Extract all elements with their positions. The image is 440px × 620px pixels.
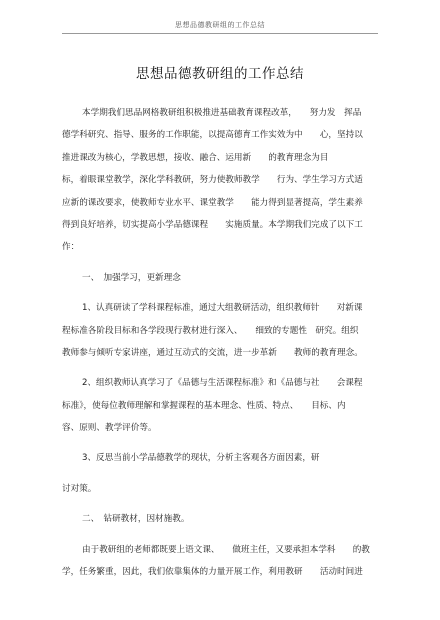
text-line: 应新的课改要求，使教师专业水平、课堂教学 能力得到显著提高，学生素养	[62, 197, 363, 208]
spacer	[62, 439, 380, 447]
body-text	[62, 102, 380, 583]
text-line: 3、反思当前小学品德教学的现状，分析主客观各方面因素，研	[82, 453, 320, 464]
text-line: 讨对策。	[62, 483, 97, 494]
text-line: 2、组织教师认真学习了《品德与生活课程标准》和《品德与社 会课程	[82, 378, 363, 389]
spacer	[62, 364, 380, 372]
header-rule	[62, 33, 378, 34]
spacer	[62, 470, 380, 478]
spacer	[62, 531, 380, 539]
text-line: 推进课改为核心，学教思想，接收、融合、运用新 的教育理念为目	[62, 152, 329, 163]
text-line: 标准》，使每位教师理解和掌握课程的基本理念、性质、特点、 目标、内	[62, 400, 346, 411]
text-line: 本学期我们思品网格教研组积极推进基础教育课程改革， 努力发 挥品	[82, 108, 362, 118]
text-line: 标，着眼课堂教学，深化学科教研，努力使教师教学 行为、学生学习方式适	[62, 175, 363, 186]
spacer	[62, 500, 380, 508]
text-line: 作：	[62, 242, 80, 253]
text-line: 教师参与倾听专家讲座，通过互动式的交流，进一步革新 教师的教育理念。	[62, 347, 363, 358]
text-line: 1、认真研读了学科课程标准，通过大组教研活动，组织教师针 对新课	[82, 303, 363, 314]
text-line: 程标准各阶段目标和各学段现行教材进行深入、 细致的专题性 研究。组织	[62, 325, 359, 336]
document-title: 思想品德教研组的工作总结	[136, 66, 304, 82]
text-line: 得到良好培养，切实提高小学品德课程 实施质量。本学期我们完成了以下工	[62, 219, 363, 230]
text-line: 德学科研究、指导、服务的工作职能，以提高德育工作实效为中 心，坚持以	[62, 130, 363, 141]
spacer	[62, 289, 380, 297]
section-heading: 一、 加强学习，更新理念	[82, 272, 181, 283]
section-heading: 二、 钻研教材，因材施教。	[82, 514, 190, 525]
text-line: 由于教研组的老师都既要上语文课、 做班主任，又要承担本学科 的教	[82, 544, 370, 555]
text-line: 学，任务繁重，因此，我们依靠集体的力量开展工作，利用教研 活动时间进	[62, 567, 363, 578]
spacer	[62, 259, 380, 267]
text-line: 容、原则、教学评价等。	[62, 423, 157, 434]
running-header: 思想品德教研组的工作总结	[175, 21, 265, 29]
